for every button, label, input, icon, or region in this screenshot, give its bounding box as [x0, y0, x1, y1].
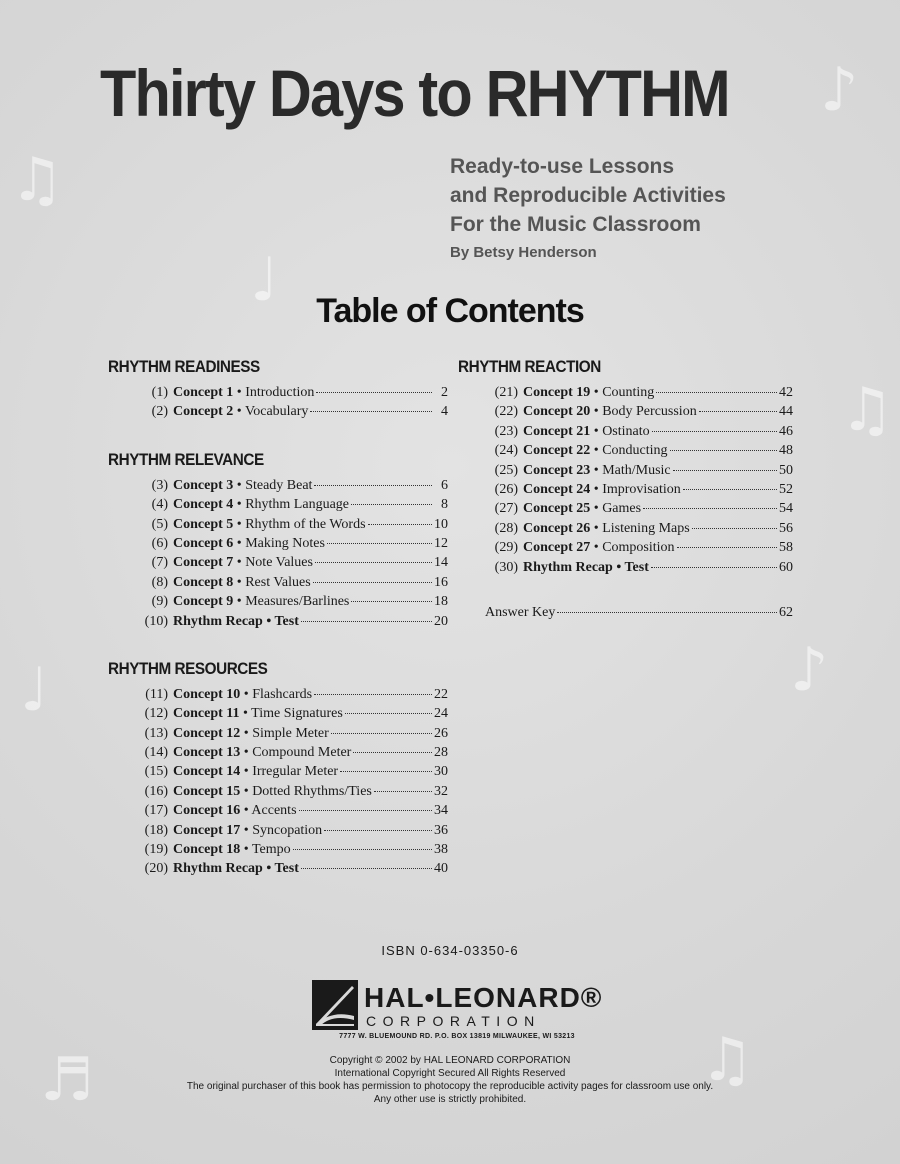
entry-separator: • [590, 481, 603, 497]
dot-leader [368, 524, 432, 525]
entry-topic: Conducting [602, 443, 668, 459]
toc-entry [458, 424, 793, 443]
entry-page: 12 [434, 535, 448, 551]
entry-page: 20 [434, 613, 448, 629]
toc-entry [108, 614, 448, 633]
entry-separator: • [239, 706, 252, 722]
dot-leader [327, 543, 432, 544]
entry-concept: Concept 11 [173, 706, 240, 722]
entry-number: (7) [151, 555, 168, 571]
entry-concept: Concept 25 [523, 501, 591, 517]
copyright-line: Any other use is strictly prohibited. [373, 1094, 527, 1105]
toc-entry [458, 463, 793, 482]
entry-number: (22) [494, 404, 518, 420]
entry-topic: Introduction [245, 385, 315, 400]
dot-leader [301, 868, 432, 869]
dot-leader [351, 601, 432, 602]
entry-title [173, 478, 312, 494]
music-note-watermark-icon: ♫ [700, 1025, 754, 1095]
toc-entry [458, 443, 793, 462]
entry-separator: • [233, 497, 246, 513]
entry-topic: Vocabulary [244, 404, 309, 420]
dot-leader [557, 612, 777, 613]
entry-page: 48 [779, 443, 793, 459]
entry-topic: Compound Meter [252, 745, 352, 761]
toc-entry [108, 517, 448, 536]
entry-page: 56 [779, 520, 793, 536]
entry-topic: Steady Beat [245, 477, 313, 493]
publisher-address: 7777 W. BLUEMOUND RD. P.O. BOX 13819 MILWAUKEE, WI 53213 [339, 1033, 575, 1040]
section-heading: RHYTHM REACTION [458, 357, 601, 376]
entry-number: (1) [151, 385, 168, 400]
entry-title [173, 784, 372, 800]
toc-right-column [458, 357, 793, 624]
copyright-block [0, 1054, 900, 1106]
entry-concept: Concept 3 [173, 477, 234, 493]
entry-separator: • [590, 423, 603, 439]
entry-concept: Concept 27 [523, 540, 591, 556]
entry-number: (14) [144, 745, 168, 761]
toc-entry-list [108, 687, 448, 881]
music-note-watermark-icon: ♪ [820, 55, 859, 125]
entry-topic: Body Percussion [602, 404, 697, 420]
entry-topic: Listening Maps [602, 520, 690, 536]
entry-concept: Concept 10 [173, 686, 241, 702]
toc-entry [458, 521, 793, 540]
entry-title [173, 555, 313, 571]
entry-page: 26 [434, 725, 448, 741]
entry-topic: Simple Meter [252, 725, 329, 741]
entry-concept: Concept 1 [173, 385, 234, 400]
entry-number: (10) [144, 613, 168, 629]
entry-number: (19) [144, 842, 168, 858]
entry-page: 30 [434, 764, 448, 780]
entry-topic: Counting [602, 385, 655, 400]
entry-concept: Rhythm Recap • Test [173, 613, 299, 629]
dot-leader [699, 411, 777, 412]
section-heading: RHYTHM RESOURCES [108, 658, 268, 678]
dot-leader [316, 392, 432, 393]
entry-page: 40 [434, 861, 448, 877]
dot-leader [301, 621, 432, 622]
entry-title [523, 424, 650, 440]
entry-page: 14 [434, 555, 448, 571]
dot-leader [314, 485, 432, 486]
toc-entry [108, 784, 448, 803]
copyright-line: Copyright © 2002 by HAL LEONARD CORPORATION [329, 1055, 571, 1066]
entry-title [523, 540, 675, 556]
entry-concept: Concept 9 [173, 594, 234, 610]
entry-number: (21) [494, 385, 518, 400]
entry-title [173, 745, 351, 761]
entry-concept: Concept 2 [173, 404, 234, 420]
entry-title [173, 614, 299, 630]
dot-leader [374, 791, 432, 792]
entry-title [173, 575, 311, 591]
answer-key-entry [458, 605, 793, 624]
hal-leonard-logo-icon [312, 980, 358, 1030]
entry-number: (4) [151, 497, 168, 513]
entry-separator: • [590, 385, 603, 400]
entry-concept: Concept 8 [173, 574, 234, 590]
entry-concept: Concept 14 [173, 764, 241, 780]
entry-concept: Rhythm Recap • Test [523, 559, 649, 575]
entry-title [173, 497, 349, 513]
entry-page: 24 [434, 706, 448, 722]
entry-separator: • [233, 404, 245, 420]
entry-separator: • [240, 842, 252, 858]
entry-number: (15) [144, 764, 168, 780]
dot-leader [673, 470, 777, 471]
entry-concept: Concept 20 [523, 404, 591, 420]
entry-separator: • [590, 404, 603, 420]
entry-concept: Concept 6 [173, 535, 234, 551]
copyright-line: International Copyright Secured All Rights Reserved [334, 1068, 566, 1079]
entry-concept: Concept 12 [173, 725, 241, 741]
entry-number: (12) [144, 706, 168, 722]
dot-leader [643, 508, 777, 509]
toc-section [458, 357, 793, 579]
toc-entry [458, 385, 793, 404]
entry-page: 60 [779, 559, 793, 575]
entry-separator: • [590, 540, 603, 556]
entry-separator: • [240, 686, 253, 702]
entry-concept: Concept 16 [173, 803, 241, 819]
toc-heading: Table of Contents [316, 292, 584, 330]
entry-number: (5) [151, 516, 168, 532]
toc-entry [458, 501, 793, 520]
dot-leader [331, 733, 432, 734]
entry-title [173, 823, 322, 839]
dot-leader [324, 830, 432, 831]
entry-number: (28) [494, 520, 518, 536]
entry-concept: Concept 23 [523, 462, 591, 478]
entry-title [173, 517, 366, 533]
dot-leader [652, 431, 777, 432]
entry-topic: Measures/Barlines [245, 594, 350, 610]
toc-entry [108, 575, 448, 594]
entry-topic: Ostinato [602, 423, 650, 439]
dot-leader [692, 528, 777, 529]
entry-number: (17) [144, 803, 168, 819]
toc-entry [458, 404, 793, 423]
dot-leader [310, 411, 432, 412]
entry-number: (11) [145, 686, 168, 702]
entry-page: 52 [779, 481, 793, 497]
entry-page: 42 [779, 385, 793, 400]
toc-entry [108, 726, 448, 745]
entry-number: (3) [151, 477, 168, 493]
entry-page: 36 [434, 822, 448, 838]
entry-number: (30) [494, 559, 518, 575]
toc-entry [108, 823, 448, 842]
entry-topic: Time Signatures [251, 706, 343, 722]
publisher-corp: CORPORATION [366, 1013, 541, 1029]
entry-topic: Rest Values [245, 574, 311, 590]
entry-number: (9) [151, 594, 168, 610]
entry-page: 6 [441, 477, 448, 493]
entry-topic: Composition [602, 540, 675, 556]
entry-page: 22 [434, 686, 448, 702]
entry-separator: • [240, 822, 253, 838]
dot-leader [677, 547, 777, 548]
section-heading: RHYTHM RELEVANCE [108, 449, 264, 469]
entry-page: 18 [434, 594, 448, 610]
entry-separator: • [590, 443, 603, 459]
toc-section [108, 659, 448, 881]
toc-entry [108, 842, 448, 861]
entry-topic: Note Values [245, 555, 313, 571]
toc-entry [108, 536, 448, 555]
entry-title [173, 803, 297, 819]
toc-entry [108, 497, 448, 516]
dot-leader [314, 694, 432, 695]
entry-topic: Rhythm of the Words [245, 516, 366, 532]
entry-separator: • [240, 725, 253, 741]
entry-title [173, 842, 291, 858]
entry-topic: Tempo [251, 842, 291, 858]
dot-leader [293, 849, 432, 850]
toc-left-column [108, 357, 448, 907]
toc-entry-list [108, 385, 448, 424]
dot-leader [683, 489, 777, 490]
entry-separator: • [233, 516, 246, 532]
entry-concept: Concept 17 [173, 822, 241, 838]
dot-leader [313, 582, 432, 583]
entry-page: 32 [434, 783, 448, 799]
entry-title [173, 687, 312, 703]
entry-number: (20) [144, 861, 168, 877]
entry-page: 34 [434, 803, 448, 819]
toc-entry [458, 540, 793, 559]
music-note-watermark-icon: ♪ [790, 635, 829, 705]
book-title: Thirty Days to RHYTHM [100, 56, 729, 130]
toc-entry [108, 803, 448, 822]
toc-entry [108, 764, 448, 783]
toc-entry [108, 861, 448, 880]
entry-separator: • [590, 520, 603, 536]
entry-page: 50 [779, 462, 793, 478]
entry-concept: Rhythm Recap • Test [173, 861, 299, 877]
entry-title [173, 861, 299, 877]
entry-concept: Concept 21 [523, 423, 591, 439]
entry-topic: Dotted Rhythms/Ties [252, 783, 372, 799]
entry-title [173, 536, 325, 552]
dot-leader [351, 504, 432, 505]
entry-separator: • [590, 501, 603, 517]
entry-topic: Syncopation [252, 822, 323, 838]
dot-leader [656, 392, 777, 393]
toc-entry [108, 687, 448, 706]
music-note-watermark-icon: ♫ [840, 375, 894, 445]
dot-leader [353, 752, 432, 753]
publisher-logo [312, 980, 602, 1044]
entry-page: 54 [779, 501, 793, 517]
toc-entry-list [458, 385, 793, 579]
entry-separator: • [240, 803, 252, 819]
entry-page: 16 [434, 574, 448, 590]
publisher-name: HAL•LEONARD® [364, 982, 603, 1013]
entry-number: (23) [494, 423, 518, 439]
entry-topic: Rhythm Language [245, 497, 349, 513]
entry-topic: Accents [251, 803, 297, 819]
entry-page: 10 [434, 516, 448, 532]
music-note-watermark-icon: ♫ [10, 145, 64, 215]
entry-number: (26) [494, 481, 518, 497]
author-line: By Betsy Henderson [450, 244, 597, 261]
entry-concept: Concept 13 [173, 745, 241, 761]
entry-page: 38 [434, 842, 448, 858]
entry-title [523, 404, 697, 420]
dot-leader [345, 713, 432, 714]
entry-separator: • [233, 574, 246, 590]
dot-leader [340, 771, 432, 772]
music-note-watermark-icon: ♬ [40, 1045, 94, 1115]
entry-topic: Irregular Meter [252, 764, 339, 780]
entry-title [523, 463, 671, 479]
toc-entry [108, 404, 448, 423]
entry-title [173, 706, 343, 722]
entry-concept: Concept 26 [523, 520, 591, 536]
entry-separator: • [590, 462, 603, 478]
toc-entry [108, 594, 448, 613]
toc-entry-list [108, 478, 448, 633]
entry-separator: • [240, 745, 253, 761]
answer-key-page: 62 [779, 604, 793, 620]
entry-title [523, 443, 668, 459]
entry-number: (8) [151, 574, 168, 590]
subtitle-line: For the Music Classroom [450, 213, 701, 236]
toc-entry [108, 385, 448, 404]
entry-page: 8 [441, 497, 448, 513]
book-subtitle [450, 152, 850, 267]
entry-page: 58 [779, 540, 793, 556]
subtitle-line: and Reproducible Activities [450, 184, 726, 207]
entry-number: (2) [151, 404, 168, 420]
entry-topic: Flashcards [252, 686, 313, 702]
music-note-watermark-icon: ♩ [20, 655, 49, 725]
entry-number: (29) [494, 540, 518, 556]
entry-topic: Games [602, 501, 642, 517]
subtitle-line: Ready-to-use Lessons [450, 155, 675, 178]
entry-number: (25) [494, 462, 518, 478]
entry-separator: • [233, 385, 246, 400]
entry-concept: Concept 15 [173, 783, 241, 799]
entry-title [173, 594, 349, 610]
toc-section [108, 357, 448, 424]
entry-topic: Making Notes [245, 535, 325, 551]
entry-title [173, 764, 338, 780]
entry-separator: • [233, 535, 246, 551]
entry-topic: Improvisation [602, 481, 681, 497]
isbn: ISBN 0-634-03350-6 [381, 943, 519, 958]
entry-number: (27) [494, 501, 518, 517]
entry-concept: Concept 24 [523, 481, 591, 497]
entry-separator: • [233, 555, 246, 571]
dot-leader [315, 562, 432, 563]
toc-entry [458, 560, 793, 579]
music-note-watermark-icon: ♩ [250, 245, 279, 315]
entry-page: 2 [441, 385, 448, 400]
entry-concept: Concept 18 [173, 842, 241, 858]
entry-title [523, 521, 690, 537]
entry-concept: Concept 22 [523, 443, 591, 459]
toc-entry [108, 706, 448, 725]
dot-leader [299, 810, 432, 811]
entry-page: 4 [441, 404, 448, 420]
entry-title [523, 482, 681, 498]
answer-key-label: Answer Key [485, 604, 556, 620]
toc-entry [108, 745, 448, 764]
entry-concept: Concept 7 [173, 555, 234, 571]
entry-title [173, 385, 314, 401]
entry-number: (6) [151, 535, 168, 551]
entry-topic: Math/Music [602, 462, 671, 478]
entry-concept: Concept 4 [173, 497, 234, 513]
entry-page: 28 [434, 745, 448, 761]
toc-section [108, 450, 448, 633]
dot-leader [670, 450, 777, 451]
entry-concept: Concept 19 [523, 385, 591, 400]
toc-entry [108, 555, 448, 574]
entry-number: (18) [144, 822, 168, 838]
entry-title [523, 385, 654, 401]
entry-separator: • [233, 594, 246, 610]
entry-title [523, 560, 649, 576]
entry-title [173, 726, 329, 742]
entry-page: 44 [779, 404, 793, 420]
entry-concept: Concept 5 [173, 516, 234, 532]
entry-number: (13) [144, 725, 168, 741]
entry-number: (16) [144, 783, 168, 799]
copyright-line: The original purchaser of this book has permission to photocopy the reproducible activity pages for classroom use only. [186, 1081, 714, 1092]
entry-title [173, 404, 308, 420]
entry-number: (24) [494, 443, 518, 459]
entry-separator: • [240, 783, 253, 799]
toc-entry [458, 482, 793, 501]
dot-leader [651, 567, 777, 568]
entry-separator: • [233, 477, 246, 493]
section-heading: RHYTHM READINESS [108, 357, 260, 376]
entry-page: 46 [779, 423, 793, 439]
entry-separator: • [240, 764, 253, 780]
entry-title [523, 501, 641, 517]
toc-entry [108, 478, 448, 497]
